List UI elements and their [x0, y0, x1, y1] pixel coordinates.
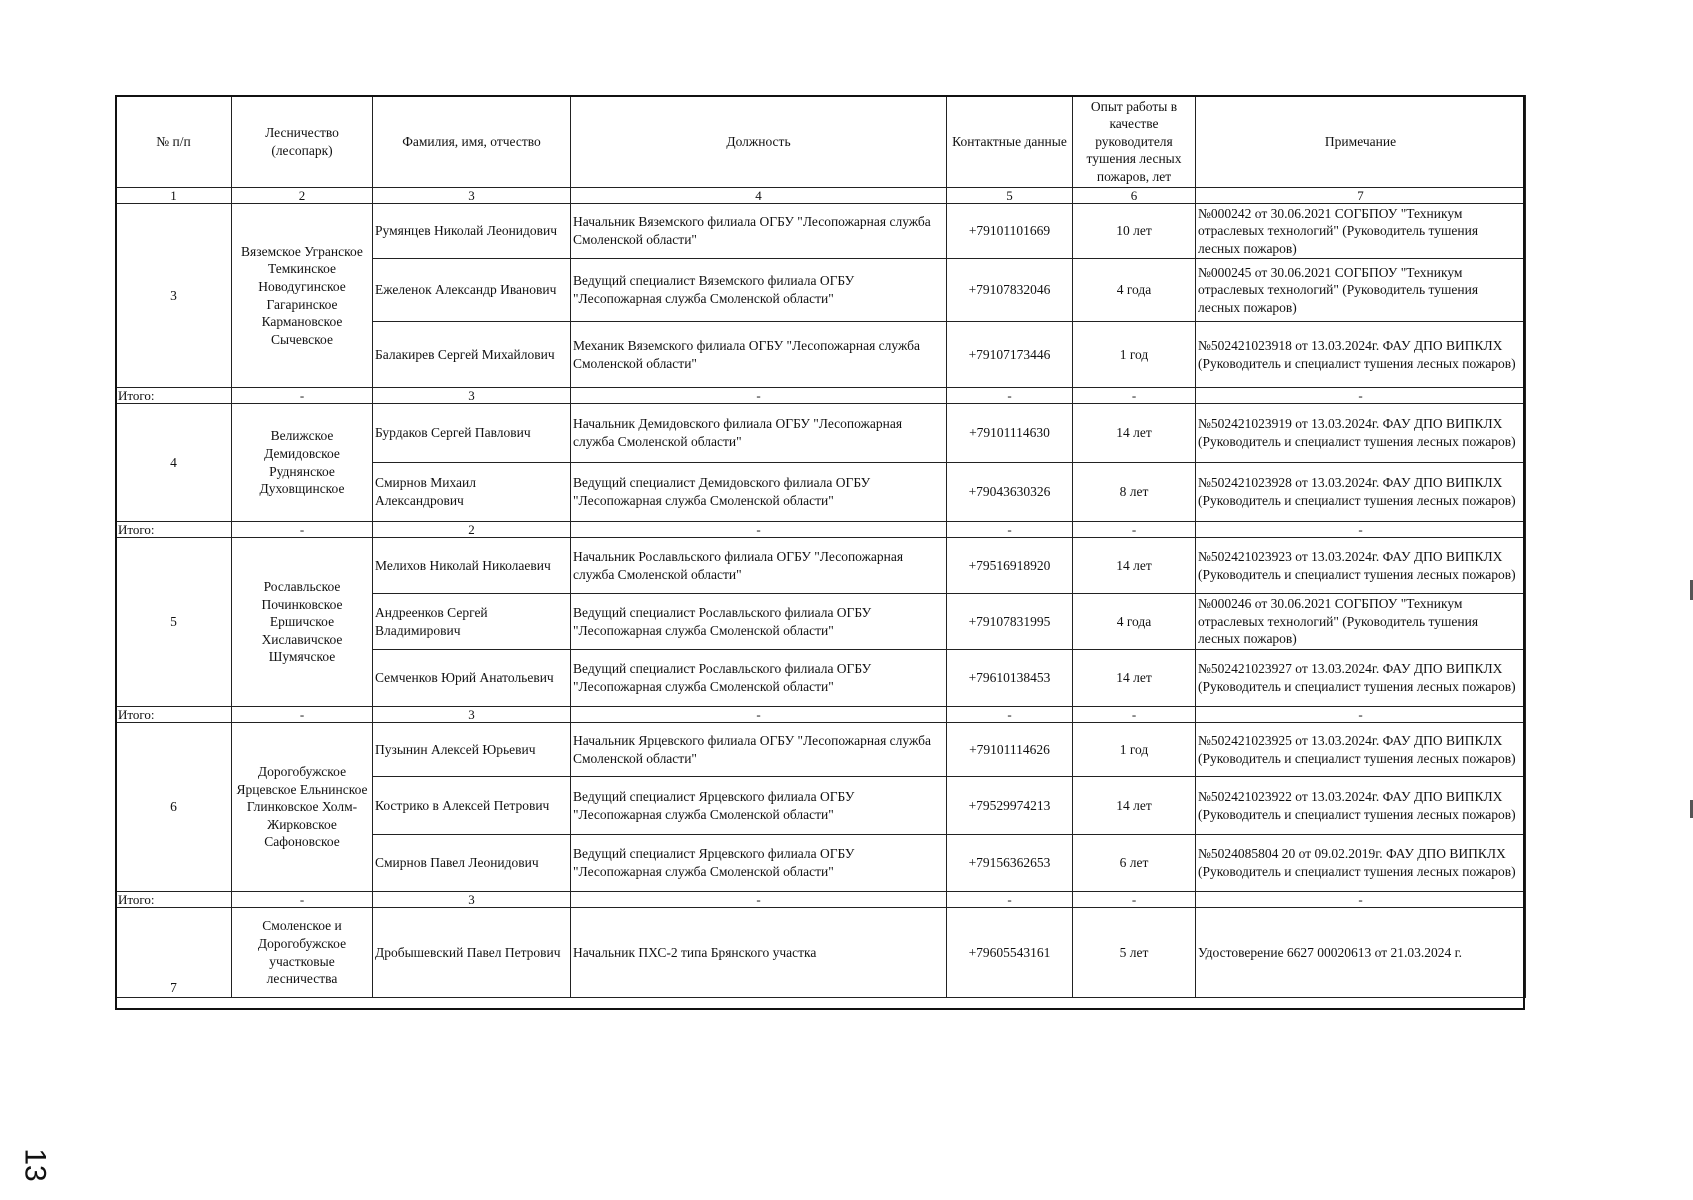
position-cell: Ведущий специалист Рославльского филиала ОГБУ "Лесопожарная служба Смоленской области" — [571, 594, 947, 650]
experience-cell: 14 лет — [1073, 777, 1196, 835]
phone-cell: +79101114626 — [947, 723, 1073, 777]
experience-cell: 14 лет — [1073, 650, 1196, 707]
total-dash: - — [232, 707, 373, 723]
table-row — [116, 723, 1526, 777]
total-dash: - — [571, 707, 947, 723]
header-contacts: Контактные данные — [947, 96, 1073, 188]
position-cell: Ведущий специалист Ярцевского филиала ОГБУ "Лесопожарная служба Смоленской области" — [571, 835, 947, 892]
group-number: 5 — [116, 538, 232, 707]
total-count: 3 — [373, 707, 571, 723]
experience-cell: 1 год — [1073, 723, 1196, 777]
header-forestry: Лесничество (лесопарк) — [232, 96, 373, 188]
group-number: 7 — [116, 908, 232, 998]
position-cell: Начальник Ярцевского филиала ОГБУ "Лесопожарная служба Смоленской области" — [571, 723, 947, 777]
group-number: 3 — [116, 204, 232, 388]
phone-cell: +79101101669 — [947, 204, 1073, 259]
position-cell: Ведущий специалист Демидовского филиала ОГБУ "Лесопожарная служба Смоленской области" — [571, 463, 947, 522]
fio-cell: Румянцев Николай Леонидович — [373, 204, 571, 259]
group-number: 4 — [116, 404, 232, 522]
total-dash: - — [232, 522, 373, 538]
phone-cell: +79529974213 — [947, 777, 1073, 835]
total-dash: - — [947, 522, 1073, 538]
col-number: 3 — [373, 188, 571, 204]
phone-cell: +79107173446 — [947, 322, 1073, 388]
phone-cell: +79107831995 — [947, 594, 1073, 650]
experience-cell: 4 года — [1073, 594, 1196, 650]
fio-cell: Бурдаков Сергей Павлович — [373, 404, 571, 463]
fio-cell: Смирнов Михаил Александрович — [373, 463, 571, 522]
fio-cell: Ежеленок Александр Иванович — [373, 259, 571, 322]
forestry-cell: Вяземское Угранское Темкинское Новодугинское Гагаринское Кармановское Сычевское — [232, 204, 373, 388]
phone-cell: +79101114630 — [947, 404, 1073, 463]
col-number: 5 — [947, 188, 1073, 204]
experience-cell: 14 лет — [1073, 404, 1196, 463]
phone-cell: +79043630326 — [947, 463, 1073, 522]
forestry-cell: Смоленское и Дорогобужское участковые лесничества — [232, 908, 373, 998]
fio-cell: Андреенков Сергей Владимирович — [373, 594, 571, 650]
total-count: 3 — [373, 388, 571, 404]
header-experience: Опыт работы в качестве руководителя тушения лесных пожаров, лет — [1073, 96, 1196, 188]
note-cell: №502421023927 от 13.03.2024г. ФАУ ДПО ВИПКЛХ (Руководитель и специалист тушения лесных пожаров) — [1196, 650, 1526, 707]
total-dash: - — [1073, 388, 1196, 404]
note-cell: №502421023918 от 13.03.2024г. ФАУ ДПО ВИПКЛХ (Руководитель и специалист тушения лесных пожаров) — [1196, 322, 1526, 388]
position-cell: Начальник Вяземского филиала ОГБУ "Лесопожарная служба Смоленской области" — [571, 204, 947, 259]
total-dash: - — [947, 707, 1073, 723]
position-cell: Ведущий специалист Вяземского филиала ОГБУ "Лесопожарная служба Смоленской области" — [571, 259, 947, 322]
note-cell: №502421023928 от 13.03.2024г. ФАУ ДПО ВИПКЛХ (Руководитель и специалист тушения лесных пожаров) — [1196, 463, 1526, 522]
fio-cell: Дробышевский Павел Петрович — [373, 908, 571, 998]
phone-cell: +79610138453 — [947, 650, 1073, 707]
experience-cell: 4 года — [1073, 259, 1196, 322]
total-dash: - — [571, 522, 947, 538]
experience-cell: 10 лет — [1073, 204, 1196, 259]
position-cell: Ведущий специалист Рославльского филиала ОГБУ "Лесопожарная служба Смоленской области" — [571, 650, 947, 707]
fio-cell: Балакирев Сергей Михайлович — [373, 322, 571, 388]
total-dash: - — [1196, 522, 1526, 538]
total-dash: - — [571, 388, 947, 404]
total-count: 3 — [373, 892, 571, 908]
experience-cell: 8 лет — [1073, 463, 1196, 522]
total-dash: - — [1073, 707, 1196, 723]
phone-cell: +79156362653 — [947, 835, 1073, 892]
total-label: Итого: — [116, 388, 232, 404]
position-cell: Ведущий специалист Ярцевского филиала ОГБУ "Лесопожарная служба Смоленской области" — [571, 777, 947, 835]
total-dash: - — [232, 892, 373, 908]
fio-cell: Семченков Юрий Анатольевич — [373, 650, 571, 707]
table-row — [116, 908, 1526, 998]
fio-cell: Смирнов Павел Леонидович — [373, 835, 571, 892]
header-no: № п/п — [116, 96, 232, 188]
position-cell: Начальник ПХС-2 типа Брянского участка — [571, 908, 947, 998]
forestry-cell: Велижское Демидовское Руднянское Духовщинское — [232, 404, 373, 522]
header-row — [116, 96, 1526, 188]
col-number: 7 — [1196, 188, 1526, 204]
col-number: 2 — [232, 188, 373, 204]
fio-cell: Пузынин Алексей Юрьевич — [373, 723, 571, 777]
note-cell: №502421023919 от 13.03.2024г. ФАУ ДПО ВИПКЛХ (Руководитель и специалист тушения лесных пожаров) — [1196, 404, 1526, 463]
note-cell: №502421023922 от 13.03.2024г. ФАУ ДПО ВИПКЛХ (Руководитель и специалист тушения лесных пожаров) — [1196, 777, 1526, 835]
header-fio: Фамилия, имя, отчество — [373, 96, 571, 188]
total-dash: - — [1196, 707, 1526, 723]
total-label: Итого: — [116, 522, 232, 538]
forestry-cell: Рославльское Починковское Ершичское Хиславичское Шумячское — [232, 538, 373, 707]
phone-cell: +79605543161 — [947, 908, 1073, 998]
column-number-row — [116, 188, 1526, 204]
phone-cell: +79516918920 — [947, 538, 1073, 594]
experience-cell: 1 год — [1073, 322, 1196, 388]
experience-cell: 14 лет — [1073, 538, 1196, 594]
note-cell: №5024085804 20 от 09.02.2019г. ФАУ ДПО ВИПКЛХ (Руководитель и специалист тушения лесных пожаров) — [1196, 835, 1526, 892]
header-position: Должность — [571, 96, 947, 188]
total-dash: - — [232, 388, 373, 404]
col-number: 4 — [571, 188, 947, 204]
total-dash: - — [1073, 892, 1196, 908]
total-dash: - — [571, 892, 947, 908]
position-cell: Начальник Демидовского филиала ОГБУ "Лесопожарная служба Смоленской области" — [571, 404, 947, 463]
col-number: 1 — [116, 188, 232, 204]
experience-cell: 6 лет — [1073, 835, 1196, 892]
total-row — [116, 522, 1526, 538]
table-row — [116, 404, 1526, 463]
total-count: 2 — [373, 522, 571, 538]
col-number: 6 — [1073, 188, 1196, 204]
total-row — [116, 707, 1526, 723]
table-row — [116, 204, 1526, 259]
table-row — [116, 538, 1526, 594]
position-cell: Механик Вяземского филиала ОГБУ "Лесопожарная служба Смоленской области" — [571, 322, 947, 388]
total-dash: - — [947, 892, 1073, 908]
fio-cell: Мелихов Николай Николаевич — [373, 538, 571, 594]
note-cell: №502421023925 от 13.03.2024г. ФАУ ДПО ВИПКЛХ (Руководитель и специалист тушения лесных пожаров) — [1196, 723, 1526, 777]
total-dash: - — [1196, 892, 1526, 908]
note-cell: Удостоверение 6627 00020613 от 21.03.2024 г. — [1196, 908, 1526, 998]
phone-cell: +79107832046 — [947, 259, 1073, 322]
note-cell: №000242 от 30.06.2021 СОГБПОУ "Техникум отраслевых технологий" (Руководитель тушения лесных пожаров) — [1196, 204, 1526, 259]
staff-table — [115, 95, 1526, 998]
position-cell: Начальник Рославльского филиала ОГБУ "Лесопожарная служба Смоленской области" — [571, 538, 947, 594]
total-label: Итого: — [116, 892, 232, 908]
forestry-cell: Дорогобужское Ярцевское Ельнинское Глинковское Холм-Жирковское Сафоновское — [232, 723, 373, 892]
note-cell: №502421023923 от 13.03.2024г. ФАУ ДПО ВИПКЛХ (Руководитель и специалист тушения лесных пожаров) — [1196, 538, 1526, 594]
group-number: 6 — [116, 723, 232, 892]
total-dash: - — [1073, 522, 1196, 538]
total-row — [116, 892, 1526, 908]
experience-cell: 5 лет — [1073, 908, 1196, 998]
total-dash: - — [947, 388, 1073, 404]
note-cell: №000246 от 30.06.2021 СОГБПОУ "Техникум отраслевых технологий" (Руководитель тушения лесных пожаров) — [1196, 594, 1526, 650]
note-cell: №000245 от 30.06.2021 СОГБПОУ "Техникум отраслевых технологий" (Руководитель тушения лесных пожаров) — [1196, 259, 1526, 322]
total-dash: - — [1196, 388, 1526, 404]
fio-cell: Кострико в Алексей Петрович — [373, 777, 571, 835]
page-number: 13 — [18, 1148, 52, 1182]
total-label: Итого: — [116, 707, 232, 723]
header-note: Примечание — [1196, 96, 1526, 188]
total-row — [116, 388, 1526, 404]
